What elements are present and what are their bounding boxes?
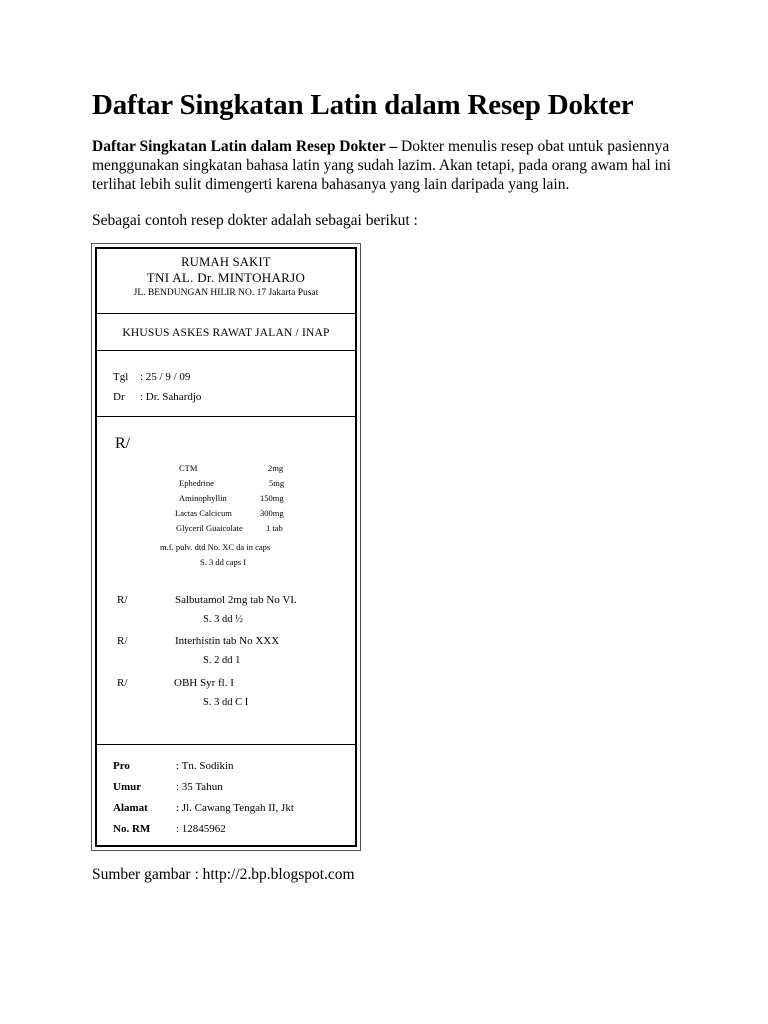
- date-label: Tgl: [113, 371, 129, 383]
- dosage-signature: S. 3 dd C I: [203, 697, 249, 708]
- recipe-symbol: R/: [117, 635, 128, 647]
- hospital-address: JL. BENDUNGAN HILIR NO. 17 Jakarta Pusat: [133, 288, 319, 298]
- divider: [97, 350, 355, 351]
- compound-drug-dose: 150mg: [260, 493, 284, 503]
- intro-paragraph: [92, 137, 682, 194]
- intro-bold-lead: Daftar Singkatan Latin dalam Resep Dokter –: [92, 138, 398, 155]
- prescribed-drug: OBH Syr fl. I: [174, 677, 234, 689]
- page-title: Daftar Singkatan Latin dalam Resep Dokter: [92, 89, 634, 121]
- patient-age-label: Umur: [113, 781, 142, 793]
- compound-drug-name: Aminophyllin: [179, 493, 227, 503]
- prescription-image: [95, 247, 357, 847]
- recipe-symbol: R/: [117, 677, 128, 689]
- hospital-subtitle: TNI AL. Dr. MINTOHARJO: [146, 270, 306, 285]
- compound-drug-name: CTM: [179, 463, 198, 473]
- doctor-value: : Dr. Sahardjo: [140, 391, 202, 403]
- compound-drug-dose: 5mg: [269, 478, 285, 488]
- patient-name-label: Pro: [113, 760, 130, 772]
- compound-drug-name: Lactas Calcicum: [175, 508, 232, 518]
- patient-age-value: : 35 Tahun: [176, 781, 223, 793]
- dosage-signature: S. 3 dd ½: [203, 614, 243, 625]
- section-title: KHUSUS ASKES RAWAT JALAN / INAP: [122, 327, 330, 339]
- compound-drug-name: Glyceril Guaicolate: [176, 523, 243, 533]
- image-source: Sumber gambar : http://2.bp.blogspot.com: [92, 866, 355, 883]
- recipe-symbol: R/: [117, 594, 128, 606]
- hospital-name: RUMAH SAKIT: [181, 255, 271, 269]
- patient-address-label: Alamat: [113, 802, 148, 814]
- compound-sig: S. 3 dd caps I: [200, 557, 247, 567]
- intro-body-text: Dokter menulis resep obat untuk pasiennya menggunakan singkatan bahasa latin yang sudah lazim. Akan tetapi, pada orang awam hal ini terlihat lebih sulit dimengerti karena bahasanya yang lain daripada yang lain.: [92, 138, 671, 193]
- divider: [97, 744, 355, 745]
- divider: [97, 416, 355, 417]
- prescribed-drug: Interhistin tab No XXX: [175, 635, 280, 647]
- recipe-symbol: R/: [115, 435, 131, 452]
- compound-instruction: m.f. pulv. dtd No. XC da in caps: [160, 542, 271, 552]
- prescribed-drug: Salbutamol 2mg tab No VI.: [175, 594, 297, 606]
- patient-record-number-label: No. RM: [113, 823, 151, 835]
- date-value: : 25 / 9 / 09: [140, 371, 191, 383]
- doctor-label: Dr: [113, 391, 125, 403]
- compound-drug-dose: 2mg: [268, 463, 284, 473]
- dosage-signature: S. 2 dd 1: [203, 655, 241, 666]
- patient-record-number-value: : 12845962: [176, 823, 226, 835]
- compound-drug-dose: 300mg: [260, 508, 284, 518]
- patient-address-value: : Jl. Cawang Tengah II, Jkt: [176, 802, 294, 814]
- example-caption: Sebagai contoh resep dokter adalah sebagai berikut :: [92, 212, 418, 229]
- patient-name-value: : Tn. Sodikin: [176, 760, 234, 772]
- compound-drug-dose: 1 tab: [266, 523, 283, 533]
- compound-drug-name: Ephedrine: [179, 478, 214, 488]
- divider: [97, 313, 355, 314]
